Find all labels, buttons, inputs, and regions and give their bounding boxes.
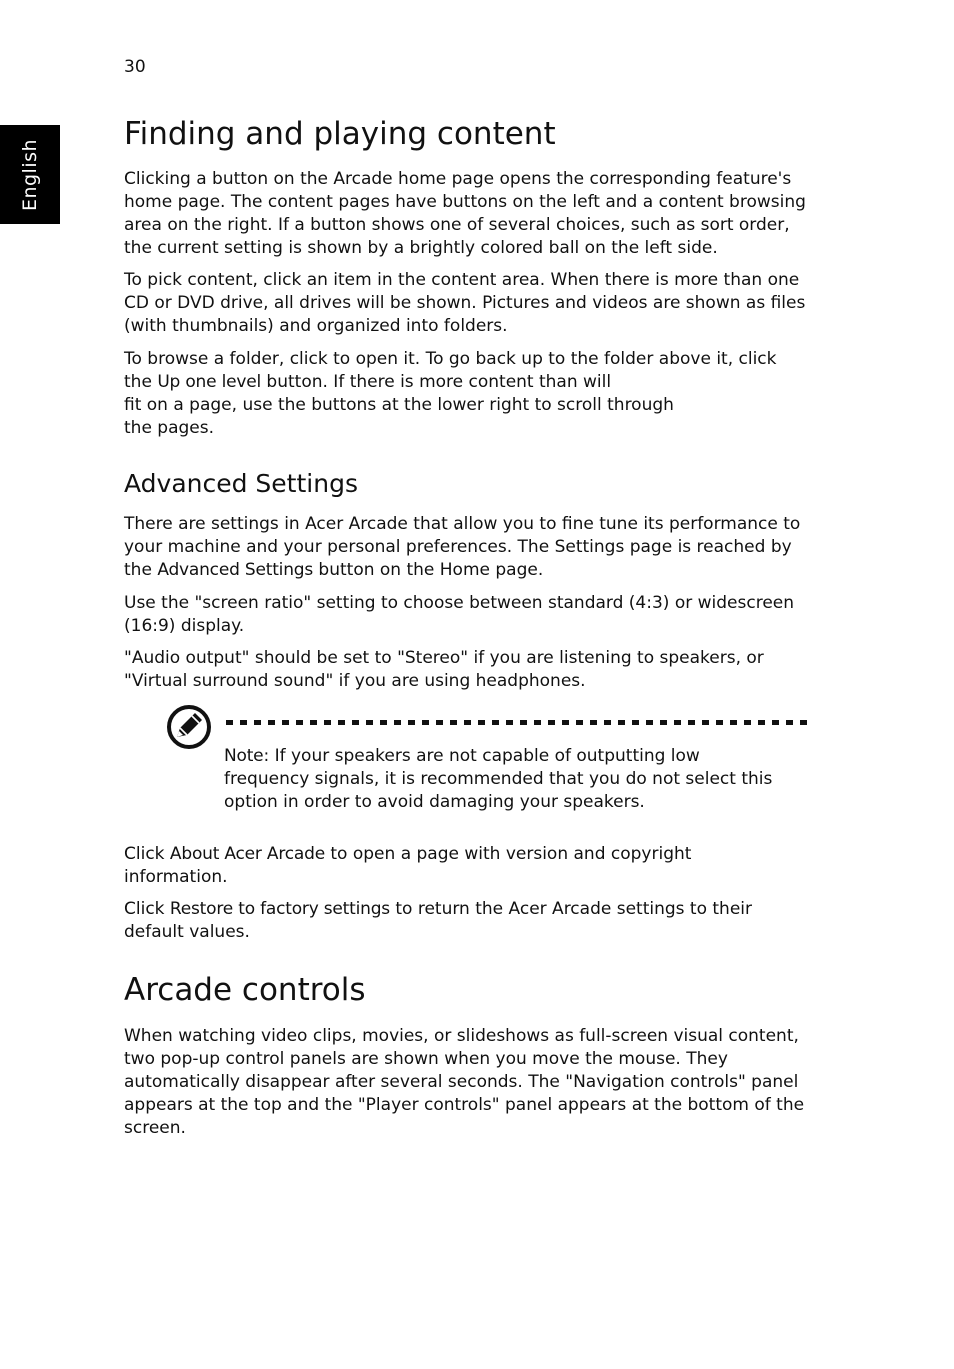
note-divider (226, 720, 811, 725)
ui-term-up-one-level: Up one level (157, 372, 262, 392)
paragraph (124, 348, 814, 440)
paragraph (124, 269, 814, 338)
text-line: fit on a page, use the buttons at the lower right to scroll through (124, 395, 674, 415)
paragraph (124, 898, 814, 944)
ui-term-restore-factory-settings: Restore to factory settings (169, 899, 390, 919)
paragraph (124, 592, 814, 638)
ui-term-about-acer-arcade: About Acer Arcade (169, 844, 325, 864)
text-line: your machine and your personal preferences. The Settings page is reached by (124, 537, 792, 557)
section-title-finding-content: Finding and playing content (124, 116, 556, 152)
text-line: two pop-up control panels are shown when you move the mouse. They (124, 1049, 728, 1069)
text-line: the Advanced Settings button on the Home page. (124, 560, 544, 580)
text-line: Click Restore to factory settings to return the Acer Arcade settings to their (124, 899, 752, 919)
text-line: appears at the top and the "Player controls" panel appears at the bottom of the (124, 1095, 805, 1115)
note-pencil-icon (166, 704, 212, 750)
text-line: home page. The content pages have buttons on the left and a content browsing (124, 192, 806, 212)
text-line: "Virtual surround sound" if you are using headphones. (124, 671, 586, 691)
paragraph (124, 647, 814, 693)
text-line: Note: If your speakers are not capable of outputting low (224, 746, 700, 766)
ui-term-advanced-settings: Advanced Settings (157, 560, 314, 580)
text-line: the current setting is shown by a brightly colored ball on the left side. (124, 238, 718, 258)
paragraph (124, 1025, 814, 1140)
text-line: screen. (124, 1118, 186, 1138)
paragraph (124, 513, 814, 582)
page-number: 30 (124, 57, 146, 77)
text-line: CD or DVD drive, all drives will be shown. Pictures and videos are shown as files (124, 293, 806, 313)
text-line: information. (124, 867, 228, 887)
text-line: option in order to avoid damaging your speakers. (224, 792, 645, 812)
paragraph (124, 843, 814, 889)
text-line: automatically disappear after several seconds. The "Navigation controls" panel (124, 1072, 799, 1092)
text-line: Clicking a button on the Arcade home page opens the corresponding feature's (124, 169, 792, 189)
text-line: Click About Acer Arcade to open a page with version and copyright (124, 844, 692, 864)
paragraph (124, 168, 814, 260)
text-line: Use the "screen ratio" setting to choose between standard (4:3) or widescreen (124, 593, 795, 613)
text-line: (16:9) display. (124, 616, 245, 636)
text-line: frequency signals, it is recommended that you do not select this (224, 769, 773, 789)
section-title-advanced-settings: Advanced Settings (124, 469, 358, 498)
text-line: To pick content, click an item in the content area. When there is more than one (124, 270, 800, 290)
text-line: the pages. (124, 418, 215, 438)
language-side-tab (0, 125, 60, 224)
text-line: (with thumbnails) and organized into folders. (124, 316, 508, 336)
text-line: To browse a folder, click to open it. To go back up to the folder above it, click (124, 349, 777, 369)
section-title-arcade-controls: Arcade controls (124, 972, 366, 1008)
text-line: default values. (124, 922, 250, 942)
text-line: area on the right. If a button shows one of several choices, such as sort order, (124, 215, 790, 235)
text-line: There are settings in Acer Arcade that allow you to fine tune its performance to (124, 514, 801, 534)
language-side-tab-label: English (19, 138, 41, 212)
text-line: When watching video clips, movies, or slideshows as full-screen visual content, (124, 1026, 799, 1046)
note-label: Note (224, 746, 264, 766)
text-line: the Up one level button. If there is more content than will (124, 372, 612, 392)
text-line: "Audio output" should be set to "Stereo" if you are listening to speakers, or (124, 648, 764, 668)
note-text (224, 745, 814, 814)
